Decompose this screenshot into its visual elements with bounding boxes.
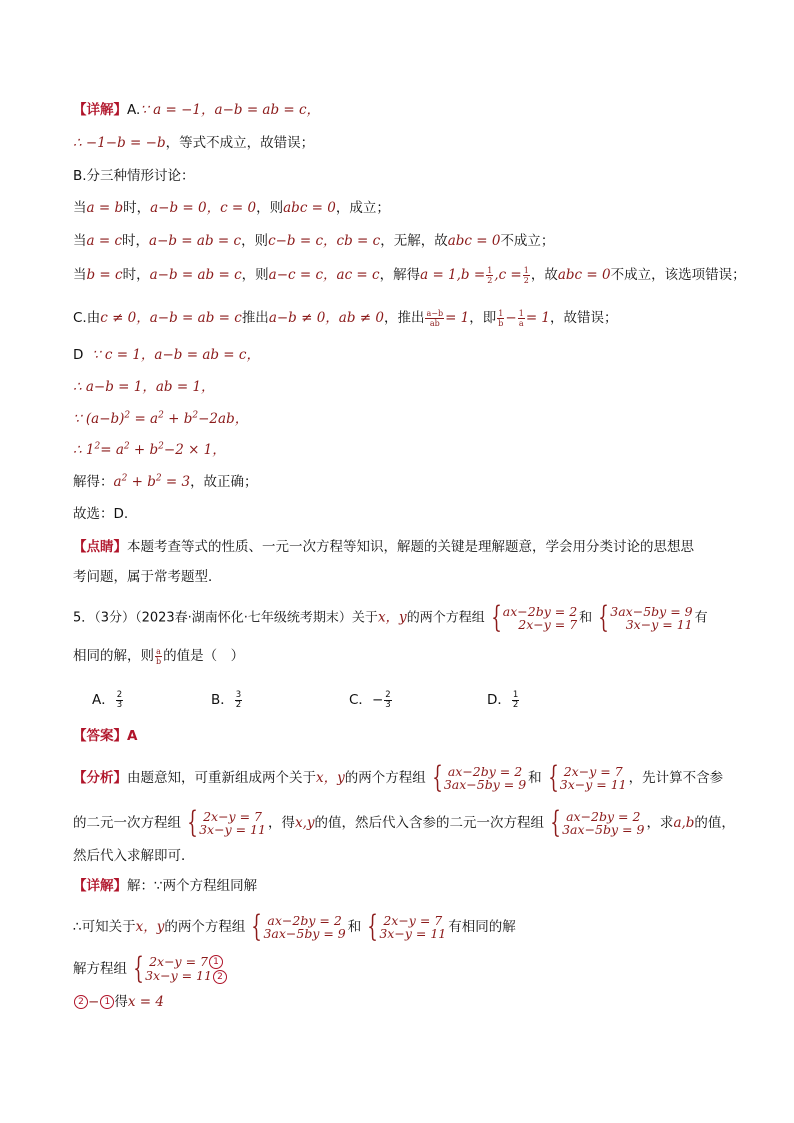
fraction: $\frac{1}{a}$ [518, 308, 524, 328]
fraction: $\frac{1}{2}$ [487, 265, 493, 285]
equation-system: { ax−2by = 2 3ax−5by = 9 [550, 805, 645, 840]
question-source: （2023春·湖南怀化·七年级统考期末） [135, 610, 352, 626]
fraction: $\frac{a}{b}$ [156, 646, 162, 666]
question-number: 5． [73, 610, 95, 626]
fraction: $\frac{1}{2}$ [523, 265, 529, 285]
circled-number-1: 1 [100, 995, 114, 1009]
detail1-line8: D ∵ c = 1，a−b = ab = c， [73, 347, 260, 363]
fraction: $\frac{2}{3}$ [116, 689, 123, 710]
detail1-line9: ∴ a−b = 1，ab = 1， [73, 379, 215, 395]
option-d[interactable]: D． $\frac{1}{2}$ [487, 689, 519, 710]
detail1-line11: ∴ $1^2= a^2 + b^2-2 \times 1$， [73, 441, 226, 458]
circled-number-2: 2 [74, 995, 88, 1009]
option-b[interactable]: B． $\frac{3}{2}$ [211, 689, 242, 710]
detail2-line4: 2 − 1 得x = 4 [73, 992, 164, 1012]
analysis-line3: 然后代入求解即可． [73, 848, 195, 864]
option-c[interactable]: C．− $\frac{2}{3}$ [349, 689, 391, 710]
answer-value: A [127, 728, 138, 744]
detail1-line4: 当a = b时，a−b = 0，c = 0，则abc = 0，成立； [73, 200, 390, 216]
fraction: $\frac{2}{3}$ [385, 689, 391, 710]
analysis-tag: 【分析】 [73, 770, 127, 786]
detail1-line7: C.由c ≠ 0，a−b = ab = c推出a−b ≠ 0，ab ≠ 0，推出 $\frac{a-b}{ab}$ = 1，即 $\frac{1}{b}$ − $\frac{1}{a}$ = 1，故错误； [73, 308, 618, 328]
detail1-line6: 当b = c时，a−b = ab = c，则a−c = c，ac = c，解得a = 1,b = $\frac{1}{2}$ ,c = $\frac{1}{2}$ ，故abc = 0不成立，该选项错误； [73, 265, 746, 285]
question-5-stem: 5．（3分）（2023春·湖南怀化·七年级统考期末）关于x，y的两个方程组 { ax−2by = 2 2x−y = 7 和 { 3ax−5by = 9 3x−y = 11 有 [73, 600, 708, 635]
detail2-line2: ∴可知关于x，y的两个方程组 { ax−2by = 2 3ax−5by = 9 和 { 2x−y = 7 3x−y = 11 有相同的解 [73, 909, 516, 944]
question-5-stem-line2: 相同的解，则 $\frac{a}{b}$ 的值是（ ） [73, 646, 245, 666]
fraction: $\frac{3}{2}$ [235, 689, 242, 710]
detail1-line2: ∴ −1−b = −b，等式不成立，故错误； [73, 135, 315, 151]
analysis-line1: 【分析】由题意知，可重新组成两个关于x，y的两个方程组 { ax−2by = 2 3ax−5by = 9 和 { 2x−y = 7 3x−y = 11 ，先计算不含参 [73, 760, 724, 795]
equation-system: { ax−2by = 2 3ax−5by = 9 [251, 909, 346, 944]
equation-system: { 2x−y = 7 3x−y = 11 [547, 760, 627, 795]
detail1-line1: 【详解】A.∵ a = −1，a−b = ab = c， [73, 102, 321, 118]
detail1-line3: B.分三种情形讨论： [73, 168, 195, 184]
comment-line2: 考问题，属于常考题型． [73, 569, 222, 585]
fraction: $\frac{1}{b}$ [498, 308, 504, 328]
answer-tag: 【答案】 [73, 728, 127, 744]
equation-system: { ax−2by = 2 2x−y = 7 [490, 600, 578, 635]
detail1-line12: 解得：$a^2 + b^2 = 3$，故正确； [73, 473, 258, 490]
comment-line1: 【点睛】本题考查等式的性质、一元一次方程等知识，解题的关键是理解题意，学会用分类讨论的思想思 [73, 539, 694, 555]
detail-tag: 【详解】 [73, 102, 127, 118]
comment-tag: 【点睛】 [73, 539, 127, 555]
equation-system: { 2x−y = 7 1 3x−y = 11 2 [129, 954, 227, 984]
detail1-line5: 当a = c时，a−b = ab = c，则c−b = c，cb = c，无解，故abc = 0不成立； [73, 233, 555, 249]
detail1-line10: ∵ $(a-b)^2 = a^2 + b^2-2ab$， [73, 410, 249, 427]
fraction: $\frac{a-b}{ab}$ [426, 308, 444, 328]
fraction: $\frac{1}{2}$ [512, 689, 519, 710]
detail1-line13: 故选：D. [73, 506, 129, 522]
detail2-line3: 解方程组 { 2x−y = 7 1 3x−y = 11 2 [73, 954, 229, 984]
detail-tag: 【详解】 [73, 878, 127, 894]
circled-number-2: 2 [213, 970, 227, 984]
detail2-line1: 【详解】解：∵两个方程组同解 [73, 878, 258, 894]
answer-line [73, 726, 137, 746]
equation-system: { 3ax−5by = 9 3x−y = 11 [598, 600, 693, 635]
equation-system: { 2x−y = 7 3x−y = 11 [367, 909, 447, 944]
equation-system: { ax−2by = 2 3ax−5by = 9 [432, 760, 527, 795]
circled-number-1: 1 [209, 955, 223, 969]
equation-system: { 2x−y = 7 3x−y = 11 [187, 805, 266, 840]
option-a[interactable]: A． $\frac{2}{3}$ [92, 689, 123, 710]
analysis-line2: 的二元一次方程组 { 2x−y = 7 3x−y = 11 ，得x,y的值，然后代入含参的二元一次方程组 { ax−2by = 2 3ax−5by = 9 ，求a,b的值， [73, 805, 735, 840]
